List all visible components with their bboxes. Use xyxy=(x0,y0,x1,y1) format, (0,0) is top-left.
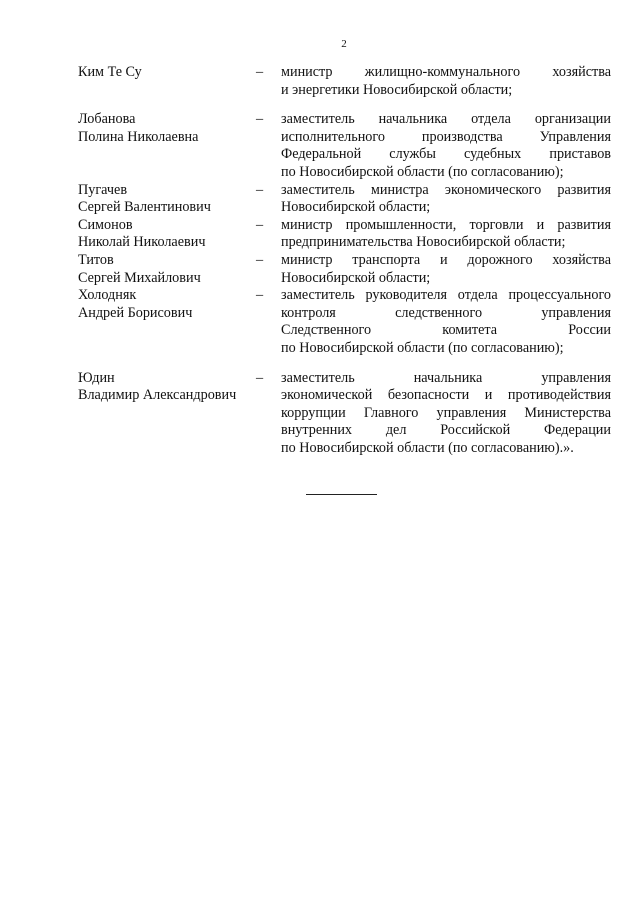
member-row xyxy=(78,111,611,181)
member-name-line: Симонов xyxy=(78,216,133,233)
member-position xyxy=(281,217,611,252)
member-name xyxy=(78,182,256,217)
member-name xyxy=(78,111,256,181)
member-name-line: Холодняк xyxy=(78,287,137,304)
end-divider xyxy=(306,494,377,495)
member-position-line: заместитель министра экономического развития xyxy=(281,181,611,198)
member-name xyxy=(78,252,256,287)
member-name-line: Лобанова xyxy=(78,111,136,128)
member-position-line: министр транспорта и дорожного хозяйства xyxy=(281,251,611,268)
member-position-line: предпринимательства Новосибирской области; xyxy=(281,234,566,251)
member-position-line: экономической безопасности и противодействия xyxy=(281,387,611,404)
member-dash: – xyxy=(256,181,264,198)
member-name-line: Владимир Александрович xyxy=(78,387,237,404)
member-name xyxy=(78,370,256,458)
members-table xyxy=(78,64,611,457)
member-position-line: по Новосибирской области (по согласованию); xyxy=(281,339,564,356)
page-number: 2 xyxy=(341,38,347,50)
member-row xyxy=(78,64,611,99)
member-position-line: заместитель начальника управления xyxy=(281,369,611,386)
member-position-line: по Новосибирской области (по согласованию).». xyxy=(281,439,574,456)
member-position-line: заместитель руководителя отдела процессуального xyxy=(281,287,611,304)
member-position-line: министр жилищно-коммунального хозяйства xyxy=(281,64,611,80)
member-position-line: Федеральной службы судебных приставов xyxy=(281,146,611,163)
member-name-line: Пугачев xyxy=(78,181,128,198)
member-dash: – xyxy=(256,216,264,233)
member-name-line: Титов xyxy=(78,251,114,268)
member-position-line: и энергетики Новосибирской области; xyxy=(281,81,513,98)
member-name-line: Николай Николаевич xyxy=(78,234,206,251)
member-row xyxy=(78,370,611,458)
member-dash: – xyxy=(256,64,264,80)
member-name-line: Сергей Валентинович xyxy=(78,199,211,216)
member-name-line: Ким Те Су xyxy=(78,64,142,80)
member-dash: – xyxy=(256,369,264,386)
member-name-line: Сергей Михайлович xyxy=(78,269,201,286)
member-row xyxy=(78,252,611,287)
member-position-line: заместитель начальника отдела организации xyxy=(281,111,611,128)
member-position xyxy=(281,111,611,181)
member-position xyxy=(281,252,611,287)
member-position-line: внутренних дел Российской Федерации xyxy=(281,422,611,439)
member-position-line: Новосибирской области; xyxy=(281,199,431,216)
member-position xyxy=(281,64,611,99)
member-position-line: по Новосибирской области (по согласованию); xyxy=(281,163,564,180)
member-position-line: Новосибирской области; xyxy=(281,269,431,286)
member-name xyxy=(78,217,256,252)
member-dash: – xyxy=(256,287,264,304)
member-position xyxy=(281,370,611,458)
member-position xyxy=(281,287,611,357)
member-name-line: Андрей Борисович xyxy=(78,304,193,321)
member-row xyxy=(78,217,611,252)
member-row xyxy=(78,182,611,217)
member-name-line: Юдин xyxy=(78,369,115,386)
member-dash: – xyxy=(256,111,264,128)
member-position-line: министр промышленности, торговли и развития xyxy=(281,216,611,233)
member-name xyxy=(78,64,256,99)
member-row xyxy=(78,287,611,357)
member-dash: – xyxy=(256,251,264,268)
member-position xyxy=(281,182,611,217)
member-name xyxy=(78,287,256,357)
member-position-line: исполнительного производства Управления xyxy=(281,128,611,145)
member-position-line: коррупции Главного управления Министерства xyxy=(281,404,611,421)
member-position-line: Следственного комитета России xyxy=(281,322,611,339)
member-name-line: Полина Николаевна xyxy=(78,128,199,145)
member-position-line: контроля следственного управления xyxy=(281,304,611,321)
